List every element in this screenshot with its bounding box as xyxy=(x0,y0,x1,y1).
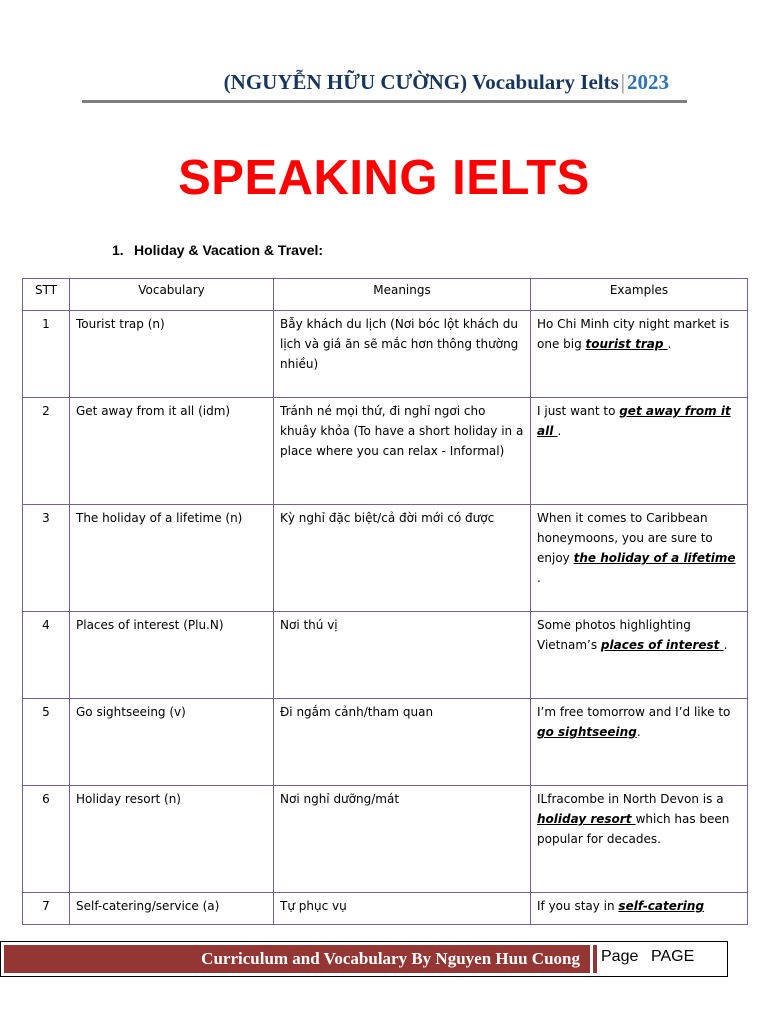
example-text: I’m free tomorrow and I’d like to xyxy=(537,705,731,719)
example-cell xyxy=(531,699,748,786)
section-number: 1. xyxy=(112,242,124,258)
vocab-cell: Go sightseeing (v) xyxy=(70,699,274,786)
example-cell xyxy=(531,612,748,699)
example-tail: . xyxy=(537,571,541,585)
page-footer xyxy=(0,941,728,977)
vocab-cell: Self-catering/service (a) xyxy=(70,893,274,925)
vocab-cell: Holiday resort (n) xyxy=(70,786,274,893)
row-number: 4 xyxy=(23,612,70,699)
example-cell xyxy=(531,311,748,398)
header-examples: Examples xyxy=(531,279,748,311)
vocab-cell: Places of interest (Plu.N) xyxy=(70,612,274,699)
example-term: holiday resort xyxy=(537,812,636,826)
footer-page-box xyxy=(590,945,724,973)
table-row xyxy=(23,398,748,505)
row-number: 6 xyxy=(23,786,70,893)
vocab-cell: Get away from it all (idm) xyxy=(70,398,274,505)
vocabulary-table xyxy=(22,278,748,925)
example-term: tourist trap xyxy=(585,337,668,351)
footer-text: Curriculum and Vocabulary By Nguyen Huu Cuong xyxy=(201,949,580,968)
example-text: Ho Chi Minh city night market is one big xyxy=(537,317,730,351)
main-title: SPEAKING IELTS xyxy=(178,151,590,205)
example-cell xyxy=(531,398,748,505)
header-vocabulary: Vocabulary xyxy=(70,279,274,311)
row-number: 2 xyxy=(23,398,70,505)
example-term: places of interest xyxy=(600,638,724,652)
vocab-cell: Tourist trap (n) xyxy=(70,311,274,398)
example-tail: . xyxy=(636,725,641,739)
page-number-field: PAGE xyxy=(651,948,695,965)
row-number: 3 xyxy=(23,505,70,612)
row-number: 5 xyxy=(23,699,70,786)
meaning-cell: Tránh né mọi thứ, đi nghỉ ngơi cho khuây khỏa (To have a short holiday in a place where you can relax - Informal) xyxy=(274,398,531,505)
page-header xyxy=(82,70,687,103)
example-tail: . xyxy=(723,638,728,652)
meaning-cell: Nơi nghỉ dưỡng/mát xyxy=(274,786,531,893)
meaning-cell: Đi ngắm cảnh/tham quan xyxy=(274,699,531,786)
header-meanings: Meanings xyxy=(274,279,531,311)
meaning-cell: Bẫy khách du lịch (Nơi bóc lột khách du lịch và giá ăn sẽ mắc hơn thông thường nhiều) xyxy=(274,311,531,398)
row-number: 1 xyxy=(23,311,70,398)
example-term: go sightseeing xyxy=(537,725,637,739)
example-term: get away from it all xyxy=(537,404,731,438)
example-text: I just want to xyxy=(537,404,620,418)
example-tail: which has been popular for decades. xyxy=(537,812,730,846)
table-header-row xyxy=(23,279,748,311)
table-row xyxy=(23,311,748,398)
meaning-cell: Nơi thú vị xyxy=(274,612,531,699)
example-text: If you stay in xyxy=(537,899,619,913)
header-title: (NGUYỄN HỮU CƯỜNG) Vocabulary Ielts xyxy=(223,70,619,94)
table-row xyxy=(23,612,748,699)
example-term: self-catering xyxy=(618,899,705,913)
example-tail: . xyxy=(667,337,672,351)
meaning-cell: Tự phục vụ xyxy=(274,893,531,925)
section-title: Holiday & Vacation & Travel: xyxy=(134,242,324,258)
footer-band xyxy=(4,945,724,973)
table-row xyxy=(23,505,748,612)
header-separator: | xyxy=(620,70,625,94)
table-row xyxy=(23,699,748,786)
example-term: the holiday of a lifetime xyxy=(573,551,736,565)
example-cell xyxy=(531,893,748,925)
row-number: 7 xyxy=(23,893,70,925)
example-text: When it comes to Caribbean honeymoons, you are sure to enjoy xyxy=(537,511,713,565)
example-tail: . xyxy=(557,424,562,438)
header-stt: STT xyxy=(23,279,70,311)
example-text: Some photos highlighting Vietnam’s xyxy=(537,618,691,652)
table-row xyxy=(23,786,748,893)
table-row xyxy=(23,893,748,925)
vocab-cell: The holiday of a lifetime (n) xyxy=(70,505,274,612)
footer-divider xyxy=(593,945,597,973)
example-cell xyxy=(531,505,748,612)
section-heading xyxy=(112,242,323,258)
example-cell xyxy=(531,786,748,893)
meaning-cell: Kỳ nghỉ đặc biệt/cả đời mới có được xyxy=(274,505,531,612)
page-label: Page xyxy=(601,948,639,965)
header-year: 2023 xyxy=(627,70,669,94)
example-text: ILfracombe in North Devon is a xyxy=(537,792,724,806)
